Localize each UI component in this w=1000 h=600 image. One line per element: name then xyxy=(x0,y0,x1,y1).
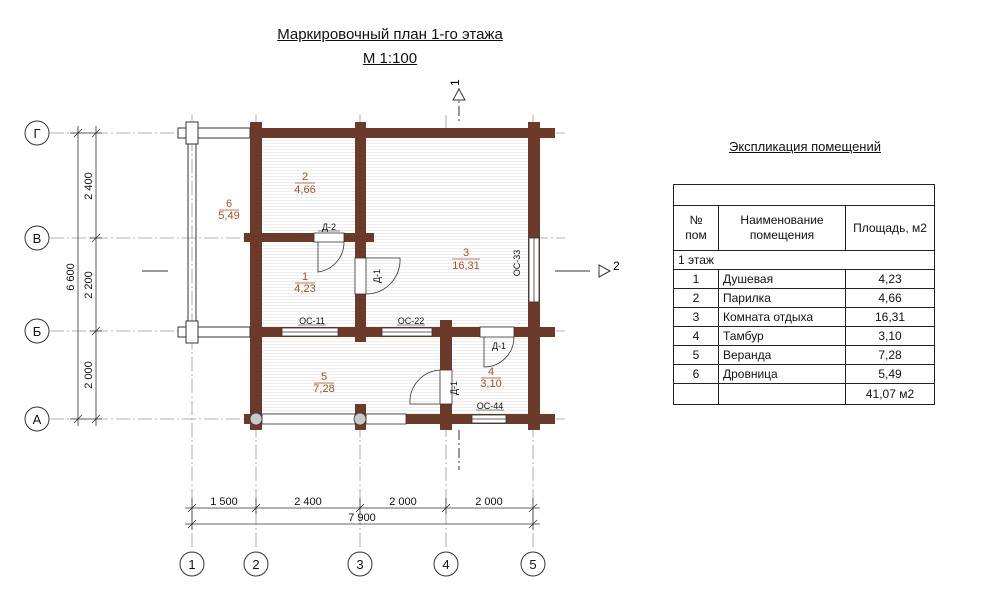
table-row xyxy=(674,346,935,365)
header-num: № пом xyxy=(674,206,719,251)
dim-v-total: 6 600 xyxy=(65,263,77,291)
row-num: 1 xyxy=(674,270,719,289)
header-area: Площадь, м2 xyxy=(846,206,935,251)
axis-label-4: 4 xyxy=(442,557,450,572)
section-arrow-2-icon xyxy=(599,265,610,277)
row-name: Комната отдыха xyxy=(719,308,846,327)
row-num: 3 xyxy=(674,308,719,327)
room-4-area: 3,10 xyxy=(480,378,502,390)
axis-label-v: В xyxy=(32,231,42,246)
row-area: 7,28 xyxy=(846,346,935,365)
door-mark-d1-a: Д-1 xyxy=(372,268,382,284)
row-area: 5,49 xyxy=(846,365,935,384)
room-1-number: 1 xyxy=(301,271,309,283)
table-row xyxy=(674,270,935,289)
total-area: 41,07 м2 xyxy=(846,384,935,405)
axis-label-g: Г xyxy=(33,126,41,141)
total-empty-num xyxy=(674,384,719,405)
row-num: 6 xyxy=(674,365,719,384)
dim-h-4: 2 000 xyxy=(475,496,503,508)
row-name: Дровница xyxy=(719,365,846,384)
door-mark-d1-c: Д-1 xyxy=(491,341,507,351)
axis-label-5: 5 xyxy=(529,557,537,572)
row-name: Душевая xyxy=(719,270,846,289)
dim-v-3: 2 000 xyxy=(83,361,95,389)
window-mark-os33: ОС-33 xyxy=(512,249,522,277)
dim-h-total: 7 900 xyxy=(348,512,376,524)
section-mark-1: 1 xyxy=(448,79,462,86)
section-mark-2: 2 xyxy=(613,259,620,273)
row-num: 5 xyxy=(674,346,719,365)
dim-h-3: 2 000 xyxy=(389,496,417,508)
axis-label-a: А xyxy=(32,412,42,427)
table-row xyxy=(674,289,935,308)
row-num: 4 xyxy=(674,327,719,346)
room-1-area: 4,23 xyxy=(294,283,316,295)
row-num: 2 xyxy=(674,289,719,308)
room-4-number: 4 xyxy=(487,366,495,378)
row-name: Тамбур xyxy=(719,327,846,346)
door-mark-d1-b: Д-1 xyxy=(449,380,459,396)
axis-label-1: 1 xyxy=(188,557,196,572)
room-6-number: 6 xyxy=(225,198,233,210)
axis-label-3: 3 xyxy=(356,557,364,572)
room-2-area: 4,66 xyxy=(294,184,316,196)
window-mark-os11: ОС-11 xyxy=(299,316,325,326)
explication-table xyxy=(673,184,935,405)
header-name: Наименование помещения xyxy=(719,206,846,251)
axis-label-2: 2 xyxy=(252,557,260,572)
dim-h-2: 2 400 xyxy=(294,496,322,508)
explication-title: Экспликация помещений xyxy=(728,139,882,154)
row-area: 3,10 xyxy=(846,327,935,346)
door-mark-d2: Д-2 xyxy=(321,222,337,232)
window-mark-os44: ОС-44 xyxy=(476,401,504,411)
room-5-area: 7,28 xyxy=(313,383,335,395)
row-area: 16,31 xyxy=(846,308,935,327)
explication-blank-row xyxy=(674,185,935,206)
plan-title: Маркировочный план 1-го этажа xyxy=(277,26,503,43)
row-area: 4,66 xyxy=(846,289,935,308)
window-mark-os22: ОС-22 xyxy=(397,316,425,326)
axis-label-b: Б xyxy=(32,324,42,339)
row-name: Парилка xyxy=(719,289,846,308)
dim-v-2: 2 200 xyxy=(83,271,95,299)
room-3-area: 16,31 xyxy=(452,260,480,272)
table-row xyxy=(674,365,935,384)
room-5-number: 5 xyxy=(320,371,328,383)
total-empty-name xyxy=(719,384,846,405)
section-arrow-1-icon xyxy=(453,89,465,100)
plan-scale: М 1:100 xyxy=(362,50,418,67)
room-2-number: 2 xyxy=(301,171,309,183)
section-floor-1: 1 этаж xyxy=(674,251,935,270)
room-6-area: 5,49 xyxy=(218,210,240,222)
room-3-number: 3 xyxy=(462,247,470,259)
dim-h-1: 1 500 xyxy=(210,496,238,508)
row-name: Веранда xyxy=(719,346,846,365)
table-row xyxy=(674,308,935,327)
row-area: 4,23 xyxy=(846,270,935,289)
table-row xyxy=(674,327,935,346)
dim-v-1: 2 400 xyxy=(83,172,95,200)
